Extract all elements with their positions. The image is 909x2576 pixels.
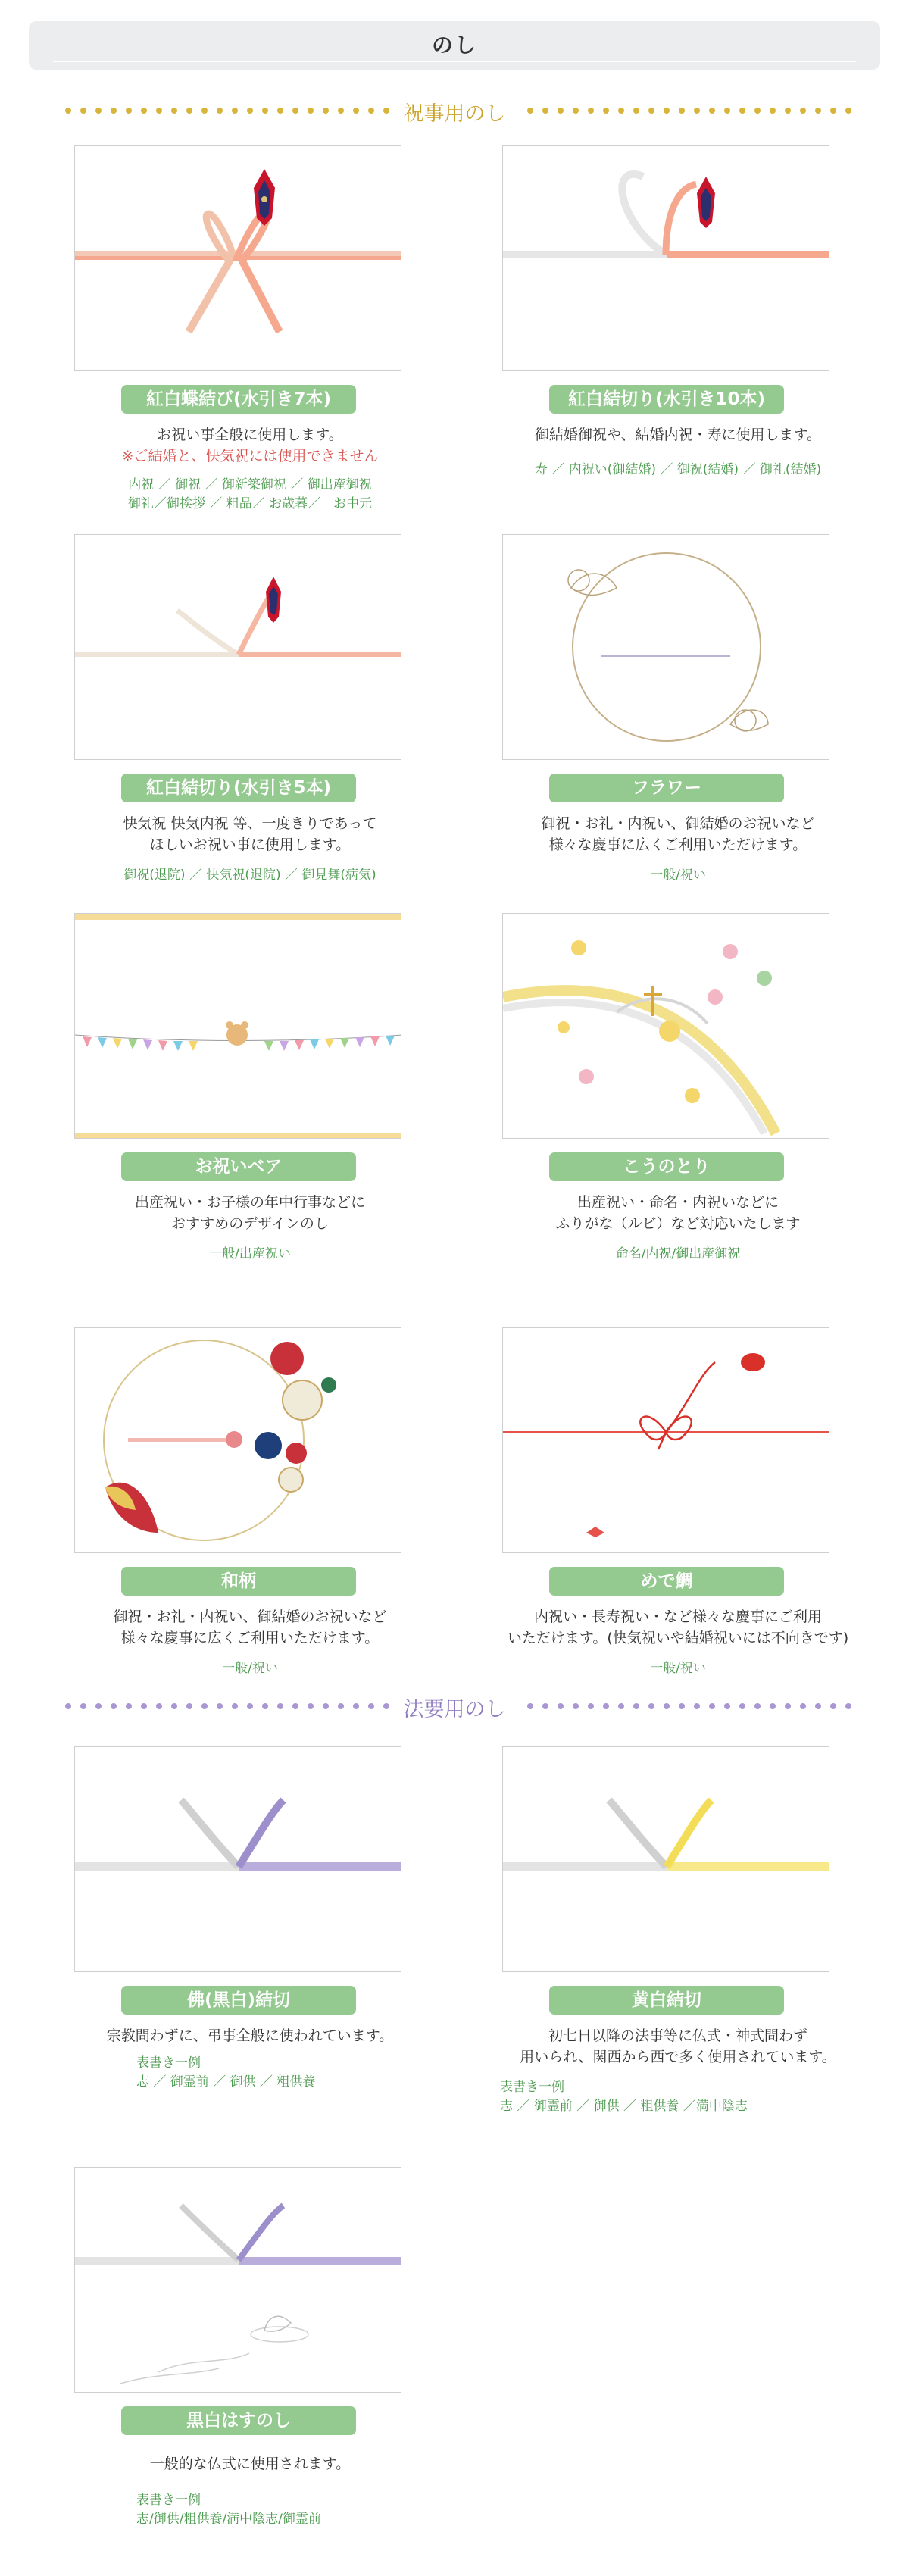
noshi-image <box>502 145 829 371</box>
noshi-description <box>466 424 890 445</box>
description-line: 出産祝い・命名・内祝いなどに <box>576 1194 779 1211</box>
noshi-tags <box>466 1245 890 1264</box>
header-rule <box>53 61 856 62</box>
description-line: 宗教問わずに、弔事全般に使われています。 <box>106 2027 394 2044</box>
description-line: 快気祝 快気内祝 等、一度きりであって <box>123 815 377 832</box>
description-line: 様々な慶事に広くご利用いただけます。 <box>548 836 807 853</box>
tags-line: 志/御供/粗供養/満中陰志/御霊前 <box>136 2512 321 2527</box>
noshi-description <box>466 1192 890 1234</box>
noshi-description <box>38 2453 462 2474</box>
tags-line: 志 ／ 御霊前 ／ 御供 ／ 粗供養 ／満中陰志 <box>500 2099 748 2114</box>
description-line: 用いられ、関西から西で多く使用されています。 <box>520 2049 836 2065</box>
tags-line: 御礼／御挨拶 ／ 粗品／ お歳暮／ お中元 <box>127 496 373 511</box>
noshi-name: 佛(黒白)結切 <box>121 1986 356 2015</box>
noshi-description <box>38 1606 462 1649</box>
noshi-image <box>74 1746 401 1972</box>
tags-line: 表書き一例 <box>500 2080 564 2095</box>
tags-line: 御祝(退院) ／ 快気祝(退院) ／ 御見舞(病気) <box>123 868 376 883</box>
noshi-name: 黒白はすのし <box>121 2406 356 2435</box>
description-line: 御結婚御祝や、結婚内祝・寿に使用します。 <box>534 427 822 443</box>
noshi-tags <box>38 1659 462 1678</box>
noshi-image <box>502 1746 829 1972</box>
noshi-card-hasu-noshi[interactable] <box>38 2167 462 2561</box>
noshi-name: めで鯛 <box>549 1567 784 1596</box>
noshi-description <box>38 424 462 467</box>
noshi-card-stork[interactable] <box>466 913 890 1292</box>
noshi-image <box>74 2167 401 2393</box>
tags-line: 一般/祝い <box>650 1661 706 1676</box>
noshi-tags <box>466 1659 890 1678</box>
noshi-tags <box>38 866 462 885</box>
tags-line: 一般/祝い <box>650 868 706 883</box>
noshi-image <box>74 913 401 1139</box>
description-line: いただけます。(快気祝いや結婚祝いには不向きです) <box>507 1630 849 1646</box>
noshi-tags <box>466 866 890 885</box>
section-title-celebration: 祝事用のし <box>393 102 517 126</box>
noshi-card-medetai[interactable] <box>466 1327 890 1706</box>
description-line: おすすめのデザインのし <box>171 1215 329 1232</box>
noshi-tags <box>38 476 462 514</box>
description-line: 内祝い・長寿祝い・など様々な慶事にご利用 <box>533 1608 822 1625</box>
noshi-image <box>502 1327 829 1553</box>
noshi-card-kouhaku-chouchou[interactable] <box>38 145 462 524</box>
page-title: のし <box>431 33 477 58</box>
noshi-description <box>38 1192 462 1234</box>
noshi-name: 紅白蝶結び(水引き7本) <box>121 385 356 414</box>
noshi-image <box>74 534 401 760</box>
tags-line: 命名/内祝/御出産御祝 <box>615 1246 741 1261</box>
noshi-tags <box>500 2078 818 2116</box>
tags-line: 表書き一例 <box>136 2493 201 2508</box>
tags-line: 志 ／ 御霊前 ／ 御供 ／ 粗供養 <box>136 2074 316 2090</box>
description-line: ふりがな（ルビ）など対応いたします <box>555 1215 801 1232</box>
noshi-description <box>38 2025 462 2046</box>
noshi-tags <box>136 2491 454 2529</box>
noshi-description <box>466 813 890 855</box>
page-header <box>29 21 880 70</box>
tags-line: 一般/祝い <box>222 1661 278 1676</box>
description-line: ほしいお祝い事に使用します。 <box>149 836 351 853</box>
noshi-tags <box>466 461 890 480</box>
noshi-description <box>38 813 462 855</box>
tags-line: 寿 ／ 内祝い(御結婚) ／ 御祝(結婚) ／ 御礼(結婚) <box>534 462 822 477</box>
noshi-card-flower[interactable] <box>466 534 890 913</box>
noshi-name: お祝いベア <box>121 1152 356 1181</box>
tags-line: 表書き一例 <box>136 2055 201 2071</box>
noshi-card-kouhaku-musubikiri-10[interactable] <box>466 145 890 524</box>
description-line: お祝い事全般に使用します。 <box>157 427 343 443</box>
noshi-card-bear[interactable] <box>38 913 462 1292</box>
description-line: 初七日以降の法事等に仏式・神式問わず <box>548 2027 807 2044</box>
noshi-image <box>502 534 829 760</box>
section-heading-memorial <box>0 1691 909 1721</box>
warning-line: ※ご結婚と、快気祝には使用できません <box>121 448 379 464</box>
tags-line: 内祝 ／ 御祝 ／ 御新築御祝 ／ 御出産御祝 <box>128 477 372 492</box>
noshi-image <box>502 913 829 1139</box>
noshi-image <box>74 145 401 371</box>
noshi-image <box>74 1327 401 1553</box>
noshi-description <box>466 1606 890 1649</box>
noshi-name: 和柄 <box>121 1567 356 1596</box>
description-line: 御祝・お礼・内祝い、御結婚のお祝いなど <box>113 1608 387 1625</box>
noshi-name: フラワー <box>549 774 784 802</box>
section-heading-celebration <box>0 95 909 126</box>
description-line: 出産祝い・お子様の年中行事などに <box>134 1194 365 1211</box>
description-line: 一般的な仏式に使用されます。 <box>149 2456 351 2472</box>
noshi-tags <box>38 1245 462 1264</box>
noshi-name: 紅白結切り(水引き10本) <box>549 385 784 414</box>
noshi-name: 紅白結切り(水引き5本) <box>121 774 356 802</box>
description-line: 様々な慶事に広くご利用いただけます。 <box>120 1630 380 1646</box>
noshi-card-kouhaku-musubikiri-5[interactable] <box>38 534 462 913</box>
noshi-tags <box>136 2054 454 2092</box>
section-title-memorial: 法要用のし <box>393 1698 517 1721</box>
noshi-card-butsu-musubikiri[interactable] <box>38 1746 462 2125</box>
noshi-card-kihaku-musubikiri[interactable] <box>466 1746 890 2125</box>
description-line: 御祝・お礼・内祝い、御結婚のお祝いなど <box>541 815 815 832</box>
noshi-name: 黄白結切 <box>549 1986 784 2015</box>
noshi-name: こうのとり <box>549 1152 784 1181</box>
noshi-card-wagara[interactable] <box>38 1327 462 1706</box>
noshi-description <box>466 2025 890 2068</box>
tags-line: 一般/出産祝い <box>209 1246 291 1261</box>
